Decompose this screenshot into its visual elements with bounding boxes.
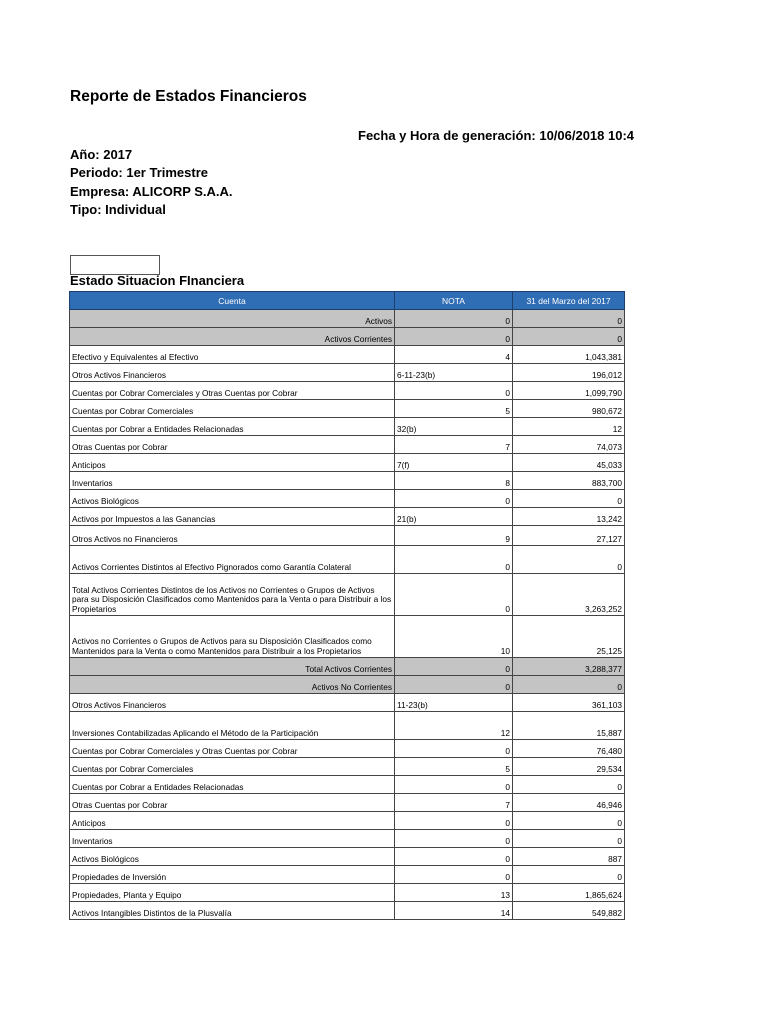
row-label: Otras Cuentas por Cobrar xyxy=(70,794,395,812)
row-nota: 0 xyxy=(395,848,513,866)
table-row xyxy=(70,328,625,346)
row-nota: 7 xyxy=(395,436,513,454)
report-title: Reporte de Estados Financieros xyxy=(70,88,307,105)
row-label: Otros Activos Financieros xyxy=(70,364,395,382)
row-label: Activos Corrientes xyxy=(70,328,395,346)
row-value: 13,242 xyxy=(513,508,625,526)
row-nota: 0 xyxy=(395,830,513,848)
row-label: Activos Corrientes Distintos al Efectivo Pignorados como Garantía Colateral xyxy=(70,546,395,574)
table-row xyxy=(70,902,625,920)
report-period: Periodo: 1er Trimestre xyxy=(70,165,208,180)
table-row xyxy=(70,400,625,418)
row-nota: 6-11-23(b) xyxy=(395,364,513,382)
row-value: 549,882 xyxy=(513,902,625,920)
table-row xyxy=(70,382,625,400)
row-label: Cuentas por Cobrar a Entidades Relacionadas xyxy=(70,776,395,794)
row-nota: 0 xyxy=(395,574,513,616)
table-row xyxy=(70,712,625,740)
table-row xyxy=(70,418,625,436)
generation-datetime: Fecha y Hora de generación: 10/06/2018 10:4 xyxy=(358,128,635,143)
table-row xyxy=(70,454,625,472)
row-value: 1,099,790 xyxy=(513,382,625,400)
row-label: Cuentas por Cobrar Comerciales xyxy=(70,400,395,418)
column-header-date: 31 del Marzo del 2017 xyxy=(513,292,625,310)
table-row xyxy=(70,758,625,776)
row-value: 361,103 xyxy=(513,694,625,712)
table-row xyxy=(70,848,625,866)
row-value: 0 xyxy=(513,490,625,508)
row-nota: 5 xyxy=(395,758,513,776)
row-value: 15,887 xyxy=(513,712,625,740)
table-row xyxy=(70,616,625,658)
row-label: Inversiones Contabilizadas Aplicando el Método de la Participación xyxy=(70,712,395,740)
table-row xyxy=(70,508,625,526)
row-value: 3,263,252 xyxy=(513,574,625,616)
row-value: 0 xyxy=(513,310,625,328)
table-row xyxy=(70,472,625,490)
table-row xyxy=(70,676,625,694)
row-nota: 5 xyxy=(395,400,513,418)
row-value: 980,672 xyxy=(513,400,625,418)
row-nota: 0 xyxy=(395,328,513,346)
row-value: 0 xyxy=(513,776,625,794)
table-row xyxy=(70,490,625,508)
row-value: 887 xyxy=(513,848,625,866)
table-row xyxy=(70,776,625,794)
row-nota: 0 xyxy=(395,812,513,830)
row-label: Cuentas por Cobrar Comerciales xyxy=(70,758,395,776)
row-nota: 0 xyxy=(395,740,513,758)
row-value: 0 xyxy=(513,676,625,694)
table-row xyxy=(70,364,625,382)
row-label: Total Activos Corrientes xyxy=(70,658,395,676)
empty-cell-box xyxy=(70,255,160,275)
row-label: Cuentas por Cobrar Comerciales y Otras Cuentas por Cobrar xyxy=(70,382,395,400)
row-nota: 21(b) xyxy=(395,508,513,526)
table-row xyxy=(70,694,625,712)
row-value: 0 xyxy=(513,546,625,574)
row-nota: 0 xyxy=(395,382,513,400)
row-nota: 0 xyxy=(395,490,513,508)
table-row xyxy=(70,830,625,848)
row-value: 0 xyxy=(513,866,625,884)
row-label: Activos Biológicos xyxy=(70,848,395,866)
table-row xyxy=(70,884,625,902)
report-type: Tipo: Individual xyxy=(70,202,166,217)
row-label: Activos No Corrientes xyxy=(70,676,395,694)
row-nota: 0 xyxy=(395,776,513,794)
table-row xyxy=(70,812,625,830)
row-label: Activos por Impuestos a las Ganancias xyxy=(70,508,395,526)
row-label: Otros Activos Financieros xyxy=(70,694,395,712)
row-value: 27,127 xyxy=(513,526,625,546)
row-label: Otros Activos no Financieros xyxy=(70,526,395,546)
table-row xyxy=(70,658,625,676)
row-nota: 7(f) xyxy=(395,454,513,472)
row-value: 45,033 xyxy=(513,454,625,472)
row-label: Anticipos xyxy=(70,454,395,472)
table-row xyxy=(70,346,625,364)
row-value: 883,700 xyxy=(513,472,625,490)
row-nota: 0 xyxy=(395,310,513,328)
row-value: 1,043,381 xyxy=(513,346,625,364)
row-value: 12 xyxy=(513,418,625,436)
row-nota: 4 xyxy=(395,346,513,364)
row-value: 46,946 xyxy=(513,794,625,812)
row-nota: 8 xyxy=(395,472,513,490)
row-label: Propiedades, Planta y Equipo xyxy=(70,884,395,902)
row-nota: 0 xyxy=(395,546,513,574)
row-value: 0 xyxy=(513,830,625,848)
row-value: 196,012 xyxy=(513,364,625,382)
row-nota: 12 xyxy=(395,712,513,740)
section-title: Estado Situacion FInanciera xyxy=(70,273,245,288)
row-value: 3,288,377 xyxy=(513,658,625,676)
row-nota: 11-23(b) xyxy=(395,694,513,712)
row-nota: 14 xyxy=(395,902,513,920)
row-label: Activos Intangibles Distintos de la Plusvalía xyxy=(70,902,395,920)
table-row xyxy=(70,794,625,812)
row-nota: 10 xyxy=(395,616,513,658)
row-value: 29,534 xyxy=(513,758,625,776)
column-header-nota: NOTA xyxy=(395,292,513,310)
row-value: 0 xyxy=(513,328,625,346)
table-row xyxy=(70,526,625,546)
row-label: Propiedades de Inversión xyxy=(70,866,395,884)
report-year: Año: 2017 xyxy=(70,147,133,162)
row-nota: 0 xyxy=(395,866,513,884)
table-row xyxy=(70,574,625,616)
table-row xyxy=(70,436,625,454)
row-label: Efectivo y Equivalentes al Efectivo xyxy=(70,346,395,364)
row-label: Inventarios xyxy=(70,472,395,490)
row-nota: 7 xyxy=(395,794,513,812)
row-nota: 0 xyxy=(395,658,513,676)
table-row xyxy=(70,740,625,758)
row-nota: 0 xyxy=(395,676,513,694)
row-value: 76,480 xyxy=(513,740,625,758)
row-label: Total Activos Corrientes Distintos de los Activos no Corrientes o Grupos de Activos para su Disposición Clasificados como Mantenidos para la Venta o para Distribuir a los Propietarios xyxy=(70,574,395,616)
row-label: Activos Biológicos xyxy=(70,490,395,508)
row-label: Activos xyxy=(70,310,395,328)
table-row xyxy=(70,866,625,884)
row-value: 1,865,624 xyxy=(513,884,625,902)
row-label: Anticipos xyxy=(70,812,395,830)
row-nota: 13 xyxy=(395,884,513,902)
row-nota: 9 xyxy=(395,526,513,546)
report-company: Empresa: ALICORP S.A.A. xyxy=(70,184,233,199)
row-nota: 32(b) xyxy=(395,418,513,436)
row-label: Activos no Corrientes o Grupos de Activos para su Disposición Clasificados como Mantenidos para la Venta o como Mantenidos para Distribuir a los Propietarios xyxy=(70,616,395,658)
row-value: 74,073 xyxy=(513,436,625,454)
table-row xyxy=(70,546,625,574)
row-value: 25,125 xyxy=(513,616,625,658)
row-value: 0 xyxy=(513,812,625,830)
financial-statement-table xyxy=(69,291,625,920)
row-label: Cuentas por Cobrar Comerciales y Otras Cuentas por Cobrar xyxy=(70,740,395,758)
table-header-row xyxy=(70,292,625,310)
table-row xyxy=(70,310,625,328)
row-label: Otras Cuentas por Cobrar xyxy=(70,436,395,454)
row-label: Inventarios xyxy=(70,830,395,848)
column-header-cuenta: Cuenta xyxy=(70,292,395,310)
row-label: Cuentas por Cobrar a Entidades Relacionadas xyxy=(70,418,395,436)
